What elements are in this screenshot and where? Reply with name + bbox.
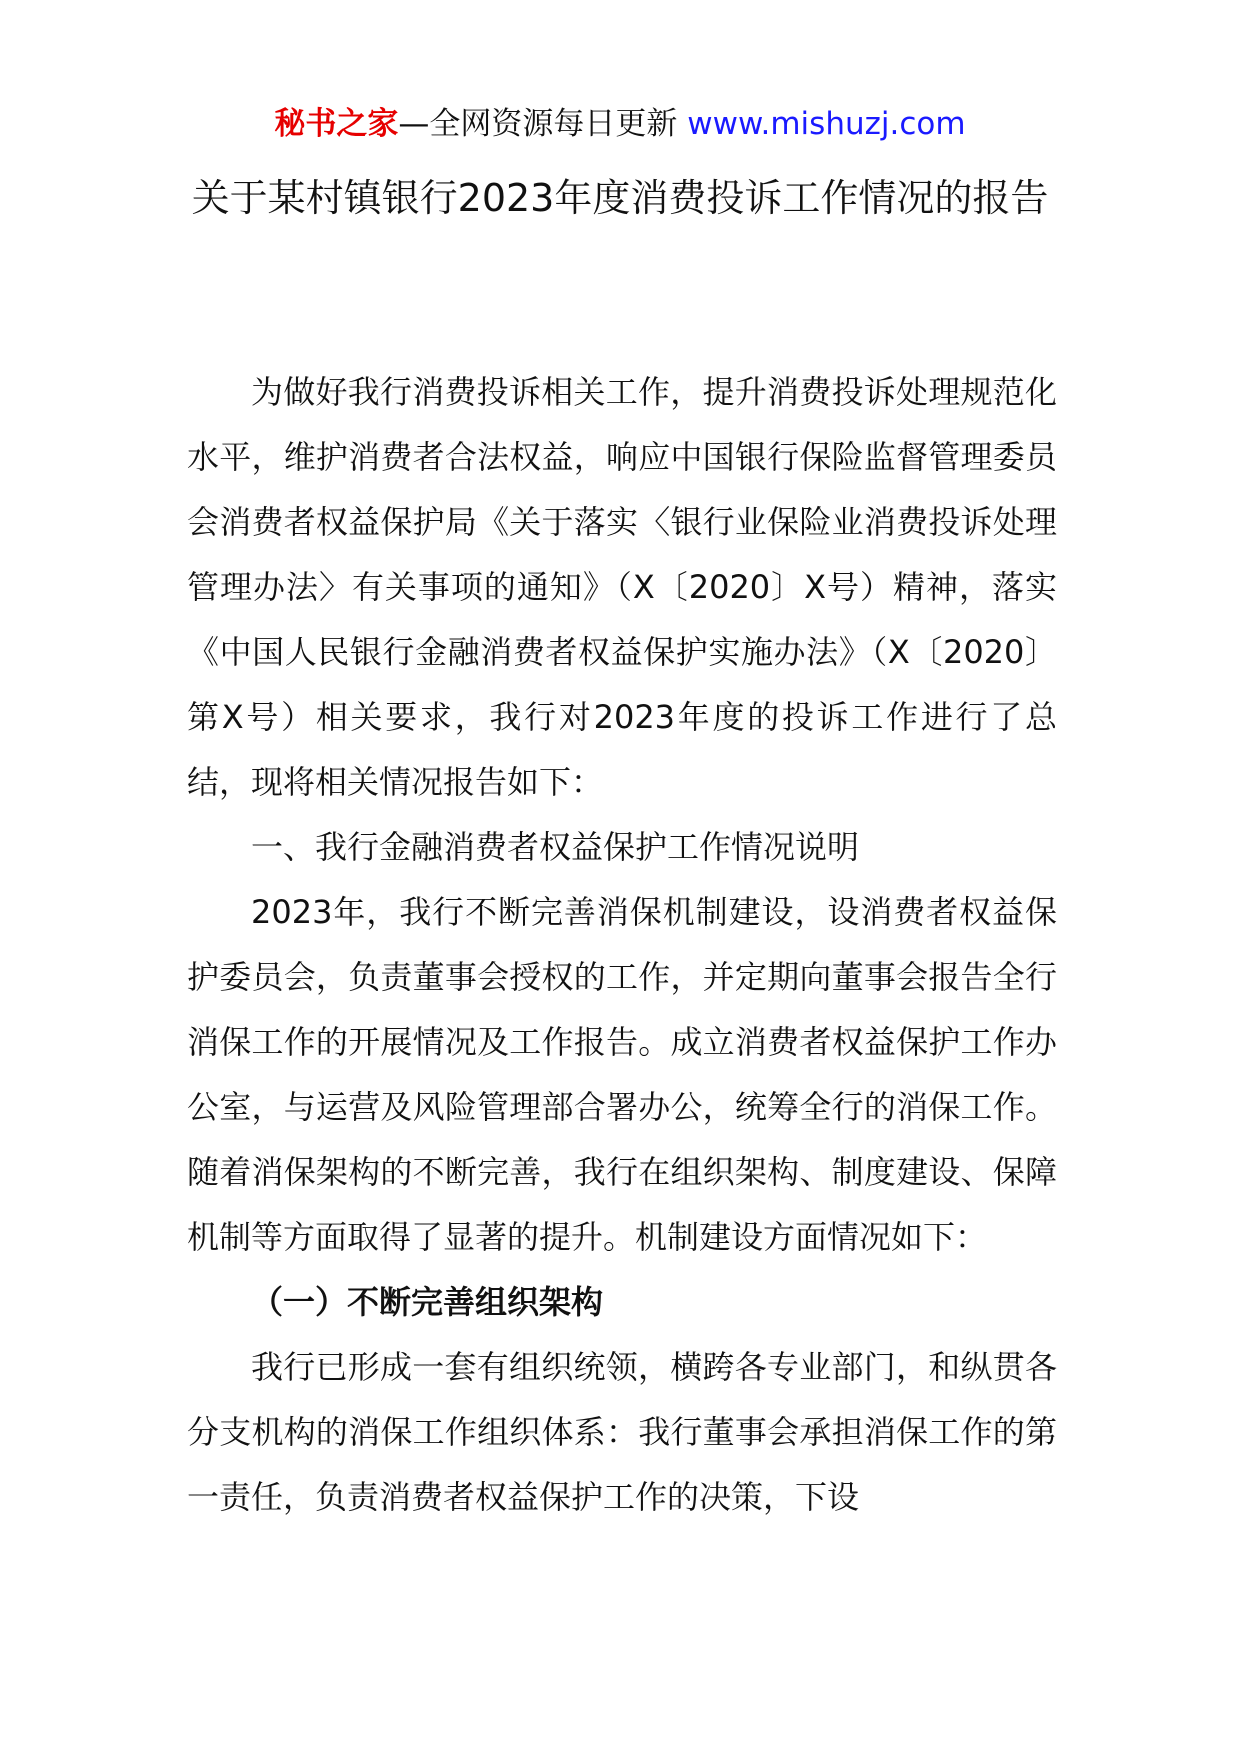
intro-paragraph: 为做好我行消费投诉相关工作，提升消费投诉处理规范化水平，维护消费者合法权益，响应中国银行保险监督管理委员会消费者权益保护局《关于落实〈银行业保险业消费投诉处理管理办法〉有关事项的通知》（X〔2020〕X号）精神，落实《中国人民银行金融消费者权益保护实施办法》（X〔2020〕第X号）相关要求，我行对2023年度的投诉工作进行了总结，现将相关情况报告如下：	[187, 373, 1057, 801]
subsection-1-paragraph: 我行已形成一套有组织统领，横跨各专业部门，和纵贯各分支机构的消保工作组织体系：我行董事会承担消保工作的第一责任，负责消费者权益保护工作的决策，下设	[187, 1348, 1057, 1516]
section-1-paragraph: 2023年，我行不断完善消保机制建设，设消费者权益保护委员会，负责董事会授权的工作，并定期向董事会报告全行消保工作的开展情况及工作报告。成立消费者权益保护工作办公室，与运营及风险管理部合署办公，统筹全行的消保工作。随着消保架构的不断完善，我行在组织架构、制度建设、保障机制等方面取得了显著的提升。机制建设方面情况如下：	[187, 893, 1057, 1256]
brand-tagline: —全网资源每日更新	[398, 106, 678, 142]
document-body	[187, 360, 1057, 1530]
site-header	[0, 104, 1240, 144]
section-heading-1: 一、我行金融消费者权益保护工作情况说明	[251, 828, 860, 866]
document-title: 关于某村镇银行2023年度消费投诉工作情况的报告	[191, 176, 1049, 220]
brand-name: 秘书之家	[274, 106, 399, 142]
site-url-link[interactable]: www.mishuzj.com	[687, 106, 966, 142]
subsection-heading-1: （一）不断完善组织架构	[251, 1283, 604, 1321]
